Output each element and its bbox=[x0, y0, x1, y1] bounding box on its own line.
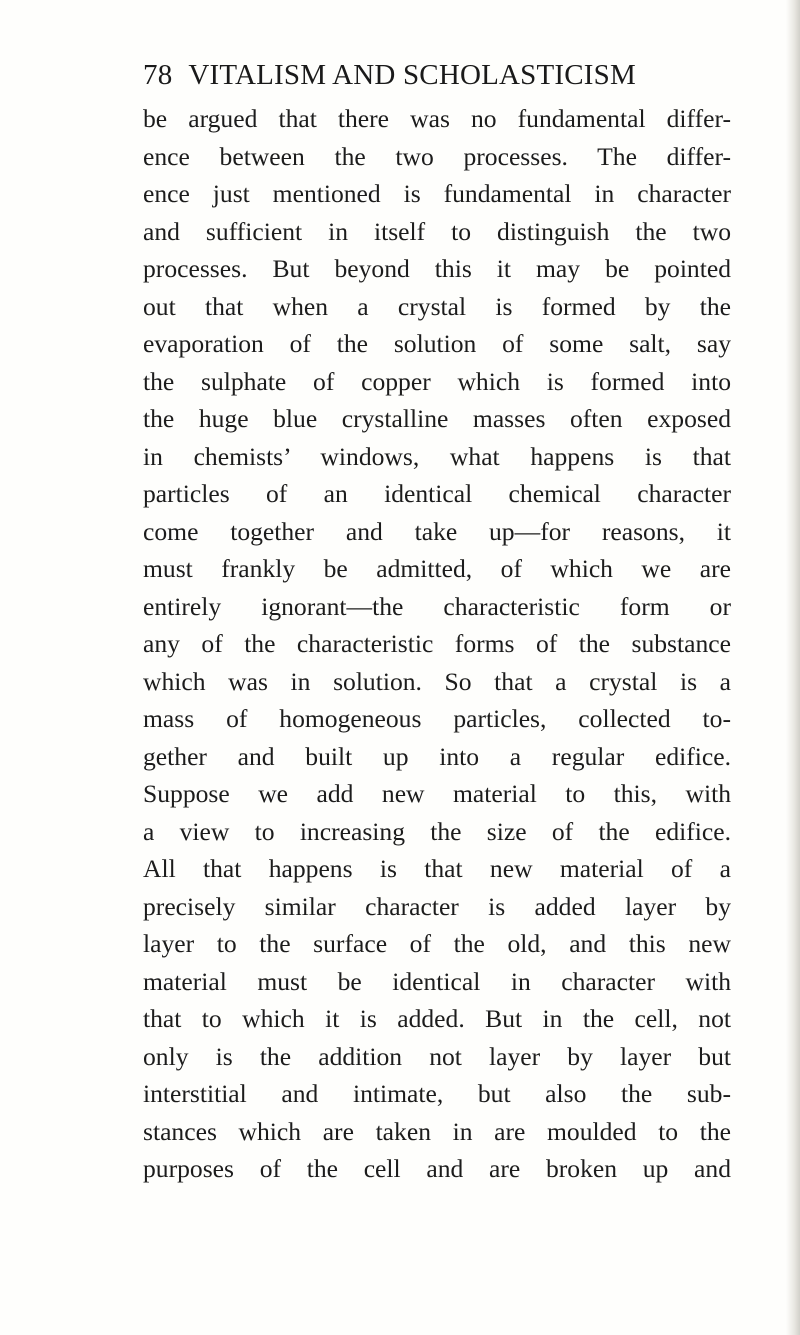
text-line: gether and built up into a regular edifice. bbox=[143, 741, 731, 771]
text-line: purposes of the cell and are broken up and bbox=[143, 1154, 731, 1183]
text-line: be argued that there was no fundamental differ- bbox=[143, 104, 731, 133]
text-line: the sulphate of copper which is formed into bbox=[143, 366, 731, 396]
page-number: 78 bbox=[143, 59, 173, 91]
text-line: and sufficient in itself to distinguish the two bbox=[143, 216, 731, 246]
text-line: ence between the two processes. The differ- bbox=[143, 141, 731, 171]
text-line: only is the addition not layer by layer but bbox=[143, 1041, 731, 1071]
text-line: a view to increasing the size of the edifice. bbox=[143, 816, 731, 846]
text-line: particles of an identical chemical character bbox=[143, 479, 731, 508]
running-head bbox=[143, 59, 636, 99]
text-line: interstitial and intimate, but also the sub- bbox=[143, 1079, 731, 1108]
text-line: stances which are taken in are moulded to the bbox=[143, 1116, 731, 1146]
text-line: must frankly be admitted, of which we are bbox=[143, 554, 731, 583]
text-line: ence just mentioned is fundamental in character bbox=[143, 179, 731, 208]
text-line: layer to the surface of the old, and this new bbox=[143, 929, 731, 958]
text-line: the huge blue crystalline masses often exposed bbox=[143, 404, 731, 433]
text-line: All that happens is that new material of a bbox=[143, 854, 731, 883]
text-line: that to which it is added. But in the cell, not bbox=[143, 1004, 731, 1033]
text-line: processes. But beyond this it may be pointed bbox=[143, 254, 731, 283]
text-line: entirely ignorant—the characteristic form or bbox=[143, 591, 731, 621]
text-line: out that when a crystal is formed by the bbox=[143, 291, 731, 321]
text-line: Suppose we add new material to this, with bbox=[143, 779, 731, 808]
text-line: any of the characteristic forms of the substance bbox=[143, 629, 731, 658]
text-line: in chemists’ windows, what happens is that bbox=[143, 441, 731, 471]
text-line: come together and take up—for reasons, it bbox=[143, 516, 731, 546]
text-line: evaporation of the solution of some salt, say bbox=[143, 329, 731, 358]
text-line: material must be identical in character with bbox=[143, 966, 731, 996]
text-line: precisely similar character is added layer by bbox=[143, 891, 731, 921]
text-line: which was in solution. So that a crystal is a bbox=[143, 666, 731, 696]
page-edge-shadow bbox=[786, 0, 800, 1335]
text-line: mass of homogeneous particles, collected to- bbox=[143, 704, 731, 733]
body-paragraph bbox=[143, 100, 731, 1188]
running-title: VITALISM AND SCHOLASTICISM bbox=[188, 59, 636, 91]
